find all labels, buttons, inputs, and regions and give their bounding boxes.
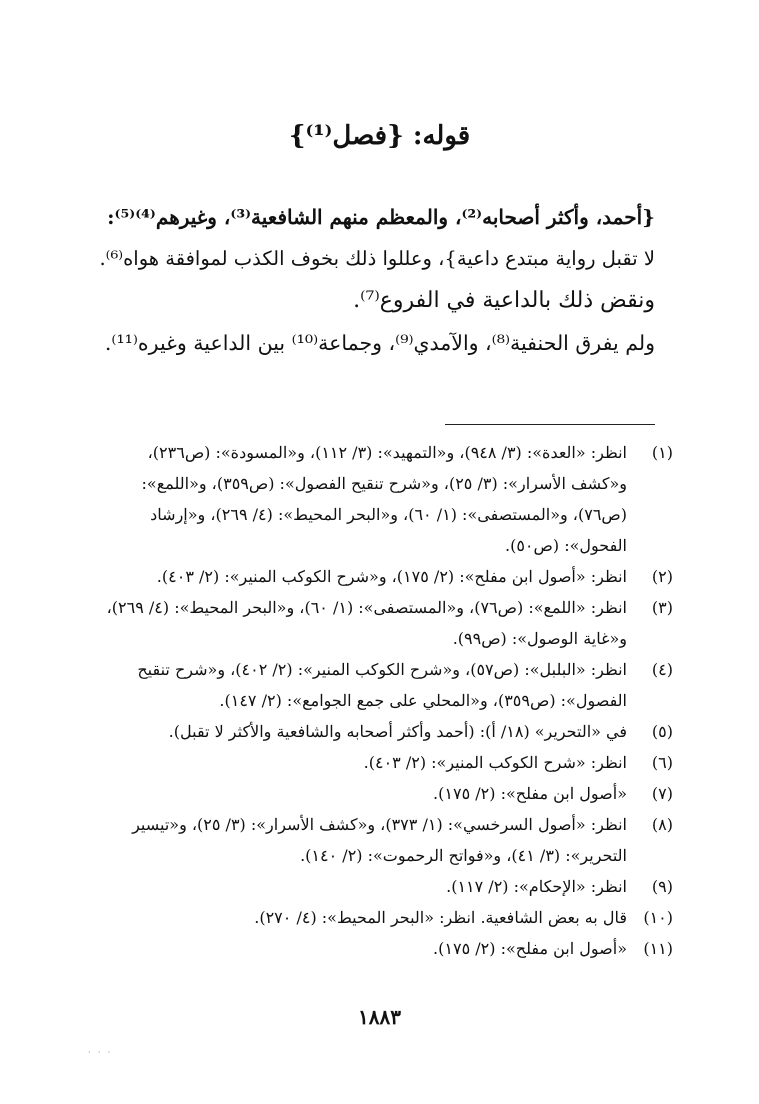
footnote-line: و«غاية الوصول»: (ص٩٩). [452,629,627,648]
footnote-text [85,933,627,964]
main-line: لا تقبل رواية مبتدع داعية}، وعللوا ذلك بخوف الكذب لموافقة هواه⁽⁶⁾. [99,247,655,270]
footnote-number: (١٠) [643,908,673,927]
main-line: ولم يفرق الحنفية⁽⁸⁾، والآمدي⁽⁹⁾، وجماعة⁽¹⁰⁾ بين الداعية وغيره⁽¹¹⁾. [104,331,655,355]
footnote [85,561,673,592]
footnote-line: انظر: «البلبل»: (ص٥٧)، و«شرح الكوكب المنير»: (٢/ ٤٠٢)، و«شرح تنقيح [137,660,627,679]
footnote-number: (٣) [651,598,673,617]
footnote-number: (٨) [651,815,673,834]
main-line: {أحمد، وأكثر أصحابه⁽²⁾، والمعظم منهم الشافعية⁽³⁾، وغيرهم⁽⁴⁾⁽⁵⁾: [107,205,655,229]
footnote-number: (٥) [651,722,673,741]
footnote-text [85,902,627,933]
footnote-line: انظر: «العدة»: (٣/ ٩٤٨)، و«التمهيد»: (٣/ ١١٢)، و«المسودة»: (ص٢٣٦)، [147,443,627,462]
footnote [85,747,673,778]
section-heading: قوله: {فصل⁽¹⁾} [288,121,471,151]
footnote-text [85,809,627,871]
footnote-text [85,592,627,654]
footnote-line: (ص٧٦)، و«المستصفى»: (١/ ٦٠)، و«البحر المحيط»: (٤/ ٢٦٩)، و«إرشاد [150,505,627,524]
footnote-number: (٩) [651,877,673,896]
footnote-text [85,716,627,747]
page-number: ١٨٨٣ [358,1005,401,1029]
footnote-line: و«كشف الأسرار»: (٣/ ٢٥)، و«شرح تنقيح الفصول»: (ص٣٥٩)، و«اللمع»: [141,474,627,493]
footnote-line: انظر: «شرح الكوكب المنير»: (٢/ ٤٠٣). [363,753,627,772]
footnote-line: التحرير»: (٣/ ٤١)، و«فواتح الرحموت»: (٢/ ١٤٠). [300,846,627,865]
footnotes [85,437,673,964]
footnote-number: (١١) [643,939,673,958]
footnote-line: انظر: «أصول ابن مفلح»: (٢/ ١٧٥)، و«شرح الكوكب المنير»: (٢/ ٤٠٣). [156,567,627,586]
footnote-line: انظر: «أصول السرخسي»: (١/ ٣٧٣)، و«كشف الأسرار»: (٣/ ٢٥)، و«تيسير [132,815,627,834]
footnote [85,592,673,654]
footnote [85,716,673,747]
footnote-separator [445,424,655,425]
footnote-text [85,778,627,809]
footnote-line: «أصول ابن مفلح»: (٢/ ١٧٥). [433,784,627,803]
footnote [85,871,673,902]
footnote-line: قال به بعض الشافعية. انظر: «البحر المحيط»: (٤/ ٢٧٠). [254,908,627,927]
footnote-number: (٤) [651,660,673,679]
footnote-text [85,871,627,902]
footnote-number: (١) [651,443,673,462]
footnote [85,902,673,933]
footnote-line: انظر: «اللمع»: (ص٧٦)، و«المستصفى»: (١/ ٦٠)، و«البحر المحيط»: (٤/ ٢٦٩)، [106,598,627,617]
footnote-text [85,747,627,778]
footnote-line: «أصول ابن مفلح»: (٢/ ١٧٥). [433,939,627,958]
footnote-number: (٧) [651,784,673,803]
footnote-number: (٢) [651,567,673,586]
footnote-text [85,561,627,592]
footnote [85,809,673,871]
footnote [85,437,673,561]
footnote-number: (٦) [651,753,673,772]
footnote-line: في «التحرير» (١٨/ أ): (أحمد وأكثر أصحابه والشافعية والأكثر لا تقبل). [168,722,627,741]
footnote [85,778,673,809]
footnote [85,654,673,716]
main-text [95,196,655,364]
footnote-text [85,654,627,716]
footnote-text [85,437,627,561]
footnote-line: الفصول»: (ص٣٥٩)، و«المحلي على جمع الجوامع»: (٢/ ١٤٧). [219,691,627,710]
main-line: ونقض ذلك بالداعية في الفروع⁽⁷⁾. [353,288,655,313]
footnote [85,933,673,964]
footnote-line: الفحول»: (ص٥٠). [505,536,627,555]
footnote-line: انظر: «الإحكام»: (٢/ ١١٧). [446,877,627,896]
margin-mark: · · · [88,1048,113,1058]
